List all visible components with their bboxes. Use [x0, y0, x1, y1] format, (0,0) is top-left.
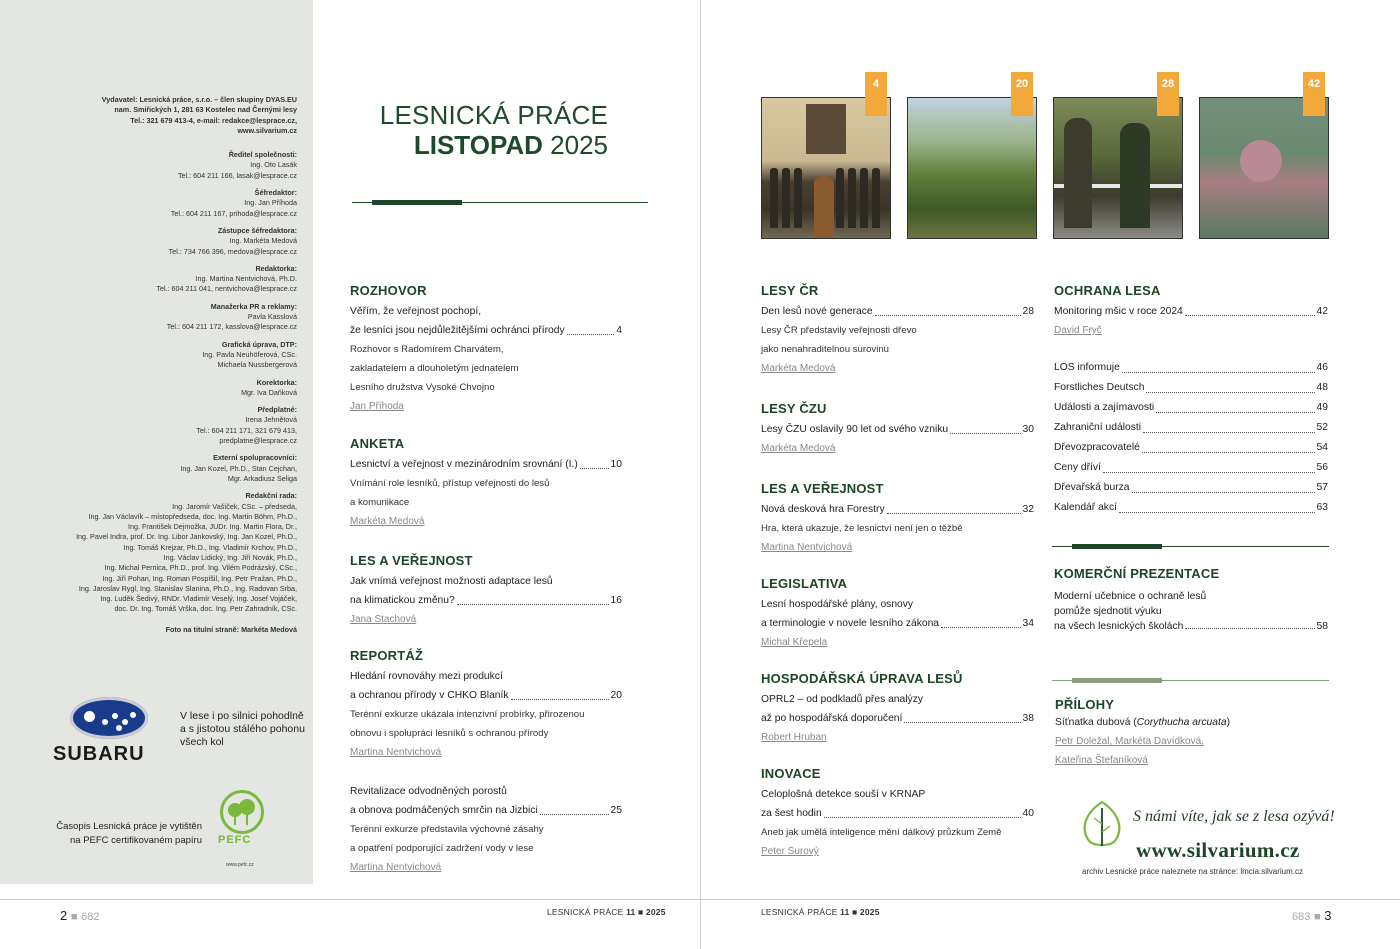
toc-entry[interactable]: Události a zajímavosti 49	[1054, 402, 1328, 413]
staff-line: Ing. Luděk Šedivý, RNDr. Vladimír Veselý, Ing. Josef Vojáček,	[100, 594, 297, 604]
toc-section	[350, 648, 622, 762]
staff-block	[17, 453, 297, 484]
pefc-url: www.pefc.cz	[226, 862, 254, 868]
staff-line: Ing. Pavla Neuhöferová, CSc.	[202, 349, 297, 359]
toc-section	[761, 481, 1034, 557]
staff-line: Ing. Oto Lasák	[250, 160, 297, 170]
staff-block	[17, 340, 297, 371]
publisher-line: Tel.: 321 679 413-4, e-mail: redakce@lesprace.cz,	[130, 115, 297, 125]
staff-line: Ing. Michal Pernica, Ph.D., prof. Ing. Vilém Podrázský, CSc.,	[104, 563, 297, 573]
toc-entry[interactable]: a obnova podmáčených smrčin na Jizbici 25	[350, 805, 622, 816]
article-author[interactable]: Martina Nentvichová	[350, 747, 442, 758]
staff-line: Ing. Jan Václavík – místopředseda, doc. Ing. Martin Böhm, Ph.D.,	[88, 511, 297, 521]
issue-date	[350, 130, 608, 160]
article-author[interactable]: Michal Křepela	[761, 637, 828, 648]
staff-block	[17, 226, 297, 257]
staff-line: Ing. František Dejmožka, JUDr. Ing. Martin Flora, Dr.,	[128, 522, 297, 532]
issue-month: LISTOPAD	[413, 130, 543, 160]
section-heading: INOVACE	[761, 766, 821, 781]
section-heading: ANKETA	[350, 436, 405, 451]
staff-line: Irena Jehnětová	[245, 415, 297, 425]
section-heading: LEGISLATIVA	[761, 576, 848, 591]
toc-entry[interactable]: Forstliches Deutsch 48	[1054, 382, 1328, 393]
toc-subline: Vnímání role lesníků, přístup veřejnosti do lesů	[350, 478, 550, 489]
section-rule-accent	[1072, 678, 1162, 683]
toc-subline: Hra, která ukazuje, že lesnictví není jen o těžbě	[761, 523, 963, 534]
staff-line: Ing. Jan Kozel, Ph.D., Stan Cejchan,	[180, 463, 297, 473]
publisher-line: nam. Smiřických 1, 281 63 Kostelec nad Černými lesy	[114, 105, 297, 115]
toc-subline: Terénní exkurze představila výchovné zásahy	[350, 824, 544, 835]
staff-block	[17, 264, 297, 295]
section-heading: LES A VEŘEJNOST	[350, 553, 473, 568]
staff-role: Grafická úprava, DTP:	[221, 339, 297, 349]
toc-section-prilohy	[1055, 697, 1329, 770]
toc-subline[interactable]: Věřím, že veřejnost pochopí,	[350, 306, 482, 317]
toc-entry[interactable]: Den lesů nové generace 28	[761, 306, 1034, 317]
toc-section	[350, 782, 622, 877]
staff-line: Tel.: 604 211 166, lasak@lesprace.cz	[177, 170, 297, 180]
staff-role: Externí spolupracovníci:	[213, 453, 297, 463]
silvarium-slogan: S námi víte, jak se z lesa ozývá!	[1133, 808, 1335, 825]
publisher-block	[17, 95, 297, 136]
page-tab[interactable]: 20	[1011, 72, 1033, 116]
section-heading: PŘÍLOHY	[1055, 697, 1115, 712]
section-heading: REPORTÁŽ	[350, 648, 424, 663]
staff-role: Korektorka:	[256, 377, 297, 387]
staff-block	[17, 405, 297, 446]
article-author[interactable]: Jan Příhoda	[350, 401, 404, 412]
thumbnail-photo-3[interactable]	[1053, 97, 1183, 239]
toc-entry[interactable]: Lesy ČZU oslavily 90 let od svého vzniku 30	[761, 424, 1034, 435]
staff-role: Manažerka PR a reklamy:	[210, 301, 297, 311]
toc-subline: Aneb jak umělá inteligence mění dálkový průzkum Země	[761, 827, 1002, 838]
thumbnail-photo-4[interactable]	[1199, 97, 1329, 239]
magazine-name: LESNICKÁ PRÁCE	[379, 100, 608, 130]
toc-entry[interactable]: že lesníci jsou nejdůležitějšími ochránci přírody 4	[350, 325, 622, 336]
toc-subline[interactable]: Celoplošná detekce souší v KRNAP	[761, 789, 926, 800]
toc-subline[interactable]: OPRL2 – od podkladů přes analýzy	[761, 694, 923, 705]
toc-subline: Lesy ČR představily veřejnosti dřevo	[761, 325, 917, 336]
staff-block	[17, 378, 297, 399]
staff-line: Ing. Pavel Indra, prof. Dr. Ing. Libor Jankovský, Ing. Jan Kozel, Ph.D.,	[76, 532, 297, 542]
staff-line: Tel.: 734 766 396, medova@lesprace.cz	[168, 246, 297, 256]
toc-subline: a opatření podporující zadržení vody v lese	[350, 843, 534, 854]
staff-role: Redaktorka:	[255, 263, 297, 273]
toc-entry[interactable]: na všech lesnických školách 58	[1054, 621, 1328, 632]
toc-entry[interactable]: Monitoring mšic v roce 2024 42	[1054, 306, 1328, 317]
section-heading: OCHRANA LESA	[1054, 283, 1161, 298]
article-author[interactable]: Markéta Medová	[761, 363, 836, 374]
toc-section	[761, 671, 1034, 747]
masthead-title	[350, 100, 608, 160]
pefc-tree-icon	[220, 790, 264, 834]
staff-line: Ing. Martina Nentvichová, Ph.D.	[195, 274, 297, 284]
page-tab[interactable]: 4	[865, 72, 887, 116]
section-rule-accent	[1072, 544, 1162, 549]
staff-line: Ing. Jaromír Vašíček, CSc. – předseda,	[172, 501, 297, 511]
staff-line: Ing. Tomáš Krejzar, Ph.D., Ing. Vladimír Krchov, Ph.D.,	[123, 542, 297, 552]
section-heading: HOSPODÁŘSKÁ ÚPRAVA LESŮ	[761, 671, 963, 686]
article-author[interactable]: Jana Stachová	[350, 614, 417, 625]
subaru-emblem-icon	[70, 697, 148, 739]
toc-section	[761, 401, 1034, 458]
staff-line: Tel.: 604 211 041, nentvichova@lesprace.cz	[156, 284, 297, 294]
toc-section	[761, 766, 1034, 861]
staff-role: Předplatné:	[257, 405, 297, 415]
staff-role: Šéfredaktor:	[254, 188, 297, 198]
pefc-wordmark: PEFC	[218, 834, 252, 846]
section-heading: KOMERČNÍ PREZENTACE	[1054, 566, 1220, 581]
toc-subline: a komunikace	[350, 497, 410, 508]
staff-line: Tel.: 604 211 167, prihoda@lesprace.cz	[170, 208, 297, 218]
toc-subline: zakladatelem a dlouholetým jednatelem	[350, 363, 519, 374]
toc-entry[interactable]: Kalendář akcí 63	[1054, 502, 1328, 513]
subaru-slogan: V lese i po silnici pohodlně a s jistotou stálého pohonu všech kol	[180, 710, 305, 748]
footer-rule	[701, 899, 1400, 900]
toc-entry[interactable]: Nová desková hra Forestry 32	[761, 504, 1034, 515]
staff-role: Zástupce šéfredaktora:	[217, 225, 297, 235]
right-folio: 683 ■ 3	[1292, 908, 1332, 923]
article-author[interactable]: Markéta Medová	[350, 516, 425, 527]
silvarium-url-link[interactable]: www.silvarium.cz	[1136, 838, 1300, 862]
toc-subline: jako nenahraditelnou surovinu	[761, 344, 890, 355]
toc-subline: Rozhovor s Radomírem Charvátem,	[350, 344, 504, 355]
section-heading: LESY ČR	[761, 283, 819, 298]
publisher-line: Vydavatel: Lesnická práce, s.r.o. – člen skupiny DYAS.EU	[101, 95, 297, 104]
section-heading: LES A VEŘEJNOST	[761, 481, 884, 496]
article-author[interactable]: Petr Doležal, Markéta Davídková,	[1055, 736, 1204, 747]
staff-line: Mgr. Iva Daňková	[241, 387, 297, 397]
leaf-icon	[1078, 800, 1126, 848]
staff-line: Ing. Markéta Medová	[229, 236, 297, 246]
section-heading: ROZHOVOR	[350, 283, 427, 298]
staff-role: Redakční rada:	[245, 491, 297, 501]
staff-line: Ing. Jaroslav Rygl, Ing. Stanislav Slanina, Ph.D., Ing. Radovan Srba,	[78, 583, 297, 593]
pefc-logo	[218, 790, 268, 870]
staff-line: Tel.: 604 211 171, 321 679 413,	[196, 425, 297, 435]
staff-line: Ing. Václav Lidický, Ing. Jiří Novák, Ph.D.,	[163, 552, 297, 562]
thumbnail-photo-1[interactable]	[761, 97, 891, 239]
article-author[interactable]: Martina Nentvichová	[761, 542, 853, 553]
toc-section-komercni	[1054, 566, 1328, 634]
staff-line: Mgr. Arkadiusz Seliga	[227, 473, 297, 483]
footer-rule	[0, 899, 700, 900]
toc-section	[350, 436, 622, 531]
staff-role: Ředitel společnosti:	[228, 150, 297, 160]
toc-subline: obnovu i spolupráci lesníků s ochranou přírody	[350, 728, 549, 739]
archive-note: archiv Lesnické práce naleznete na stránce: lmcia.silvarium.cz	[1082, 867, 1303, 876]
staff-line: Ing. Jiří Pohan, Ing. Roman Pospíšil, Ing. Petr Pražan, Ph.D.,	[102, 573, 297, 583]
subaru-wordmark: SUBARU	[53, 743, 145, 765]
toc-entry[interactable]: Dřevozpracovatelé 54	[1054, 442, 1328, 453]
toc-entry[interactable]: za šest hodin 40	[761, 808, 1034, 819]
staff-line: Michaela Nussbergerová	[217, 360, 297, 370]
staff-block	[17, 491, 297, 615]
staff-block	[17, 150, 297, 181]
staff-block	[17, 302, 297, 333]
staff-line: Tel.: 604 211 172, kasslova@lesprace.cz	[166, 322, 297, 332]
right-running-head: LESNICKÁ PRÁCE 11 ■ 2025	[761, 907, 880, 917]
staff-line: Ing. Jan Příhoda	[244, 198, 297, 208]
staff-line: Pavla Kasslová	[247, 312, 297, 322]
article-author[interactable]: Markéta Medová	[761, 443, 836, 454]
toc-entry[interactable]: a ochranou přírody v CHKO Blaník 20	[350, 690, 622, 701]
issue-year: 2025	[550, 130, 608, 160]
staff-line: predplatne@lesprace.cz	[219, 436, 297, 446]
toc-subline[interactable]: Hledání rovnováhy mezi produkcí	[350, 671, 503, 682]
article-author[interactable]: Kateřina Štefaníková	[1055, 755, 1148, 766]
toc-subline[interactable]: Revitalizace odvodněných porostů	[350, 786, 507, 797]
article-author[interactable]: Peter Surový	[761, 846, 819, 857]
right-page	[701, 0, 1400, 949]
pefc-note: Časopis Lesnická práce je vytištěn na PEFC certifikovaném papíru	[56, 821, 202, 846]
staff-line: doc. Dr. Ing. Tomáš Vrška, doc. Ing. Petr Zahradník, CSc.	[114, 604, 297, 614]
impressum-text	[17, 95, 297, 635]
toc-subline: Terénní exkurze ukázala intenzivní probírky, přirozenou	[350, 709, 585, 720]
toc-section	[761, 283, 1034, 378]
toc-entry[interactable]: Zahraniční události 52	[1054, 422, 1328, 433]
toc-entry[interactable]: a terminologie v novele lesního zákona 34	[761, 618, 1034, 629]
staff-block	[17, 188, 297, 219]
article-author[interactable]: Robert Hruban	[761, 732, 827, 743]
toc-subline[interactable]: Lesní hospodářské plány, osnovy	[761, 599, 914, 610]
toc-subline: Moderní učebnice o ochraně lesů	[1054, 591, 1207, 602]
toc-entry[interactable]: Ceny dříví 56	[1054, 462, 1328, 473]
subaru-logo	[53, 697, 163, 769]
page-tab[interactable]: 28	[1157, 72, 1179, 116]
section-heading: LESY ČZU	[761, 401, 827, 416]
toc-entry[interactable]: na klimatickou změnu? 16	[350, 595, 622, 606]
toc-section	[761, 576, 1034, 652]
toc-subline: Lesního družstva Vysoké Chvojno	[350, 382, 495, 393]
toc-entry[interactable]: až po hospodářská doporučení 38	[761, 713, 1034, 724]
toc-entry[interactable]: LOS informuje 46	[1054, 362, 1328, 373]
impressum-panel	[0, 0, 313, 884]
toc-entry[interactable]: Dřevařská burza 57	[1054, 482, 1328, 493]
toc-subline[interactable]: Síťnatka dubová (Corythucha arcuata)	[1055, 717, 1231, 728]
toc-section	[350, 283, 622, 416]
publisher-line: www.silvarium.cz	[237, 125, 297, 135]
toc-misc-list	[1054, 358, 1328, 518]
thumbnail-photo-2[interactable]	[907, 97, 1037, 239]
cover-photo-credit: Foto na titulní straně: Markéta Medová	[165, 624, 297, 634]
left-running-head: LESNICKÁ PRÁCE 11 ■ 2025	[547, 907, 666, 917]
masthead-rule-accent	[372, 200, 462, 205]
article-author[interactable]: David Fryč	[1054, 325, 1102, 336]
toc-section-ochrana	[1054, 283, 1328, 340]
article-author[interactable]: Martina Nentvichová	[350, 862, 442, 873]
toc-section	[350, 553, 622, 629]
page-tab[interactable]: 42	[1303, 72, 1325, 116]
toc-subline[interactable]: Jak vnímá veřejnost možnosti adaptace lesů	[350, 576, 553, 587]
toc-subline: pomůže sjednotit výuku	[1054, 606, 1162, 617]
toc-entry[interactable]: Lesnictví a veřejnost v mezinárodním srovnání (I.) 10	[350, 459, 622, 470]
left-folio: 2 ■ 682	[60, 908, 100, 923]
